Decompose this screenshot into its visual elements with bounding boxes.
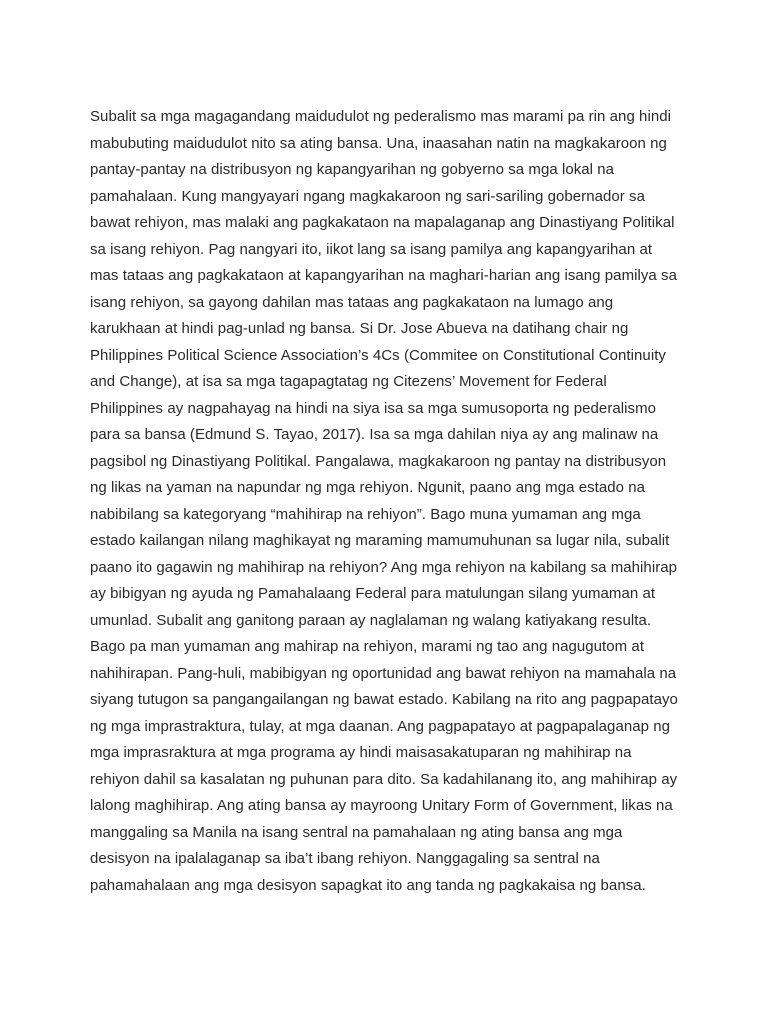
paragraph-line: nabibilang sa kategoryang “mahihirap na rehiyon”. Bago muna yumaman ang mga <box>90 505 641 523</box>
paragraph-line: karukhaan at hindi pag-unlad ng bansa. Si Dr. Jose Abueva na datihang chair ng <box>90 320 629 337</box>
paragraph-line: isang rehiyon, sa gayong dahilan mas tataas ang pagkakataon na lumago ang <box>90 293 614 311</box>
paragraph-line: para sa bansa (Edmund S. Tayao, 2017). Isa sa mga dahilan niya ay ang malinaw na <box>90 426 659 443</box>
paragraph-line: Subalit sa mga magagandang maidudulot ng pederalismo mas marami pa rin ang hindi <box>90 108 672 125</box>
paragraph-line: umunlad. Subalit ang ganitong paraan ay naglalaman ng walang katiyakang resulta. <box>90 611 652 629</box>
paragraph-line: Philippines Political Science Association’s 4Cs (Commitee on Constitutional Continuity <box>90 346 666 364</box>
paragraph-line: pahamahalaan ang mga desisyon sapagkat ito ang tanda ng pagkakaisa ng bansa. <box>90 876 646 894</box>
paragraph-line: rehiyon dahil sa kasalatan ng puhunan para dito. Sa kadahilanang ito, ang mahihirap ay <box>90 770 678 788</box>
paragraph-line: lalong maghihirap. Ang ating bansa ay mayroong Unitary Form of Government, likas na <box>90 797 673 814</box>
body-paragraph <box>90 104 710 899</box>
paragraph-line: Bago pa man yumaman ang mahirap na rehiyon, marami ng tao ang nagugutom at <box>90 638 645 655</box>
paragraph-line: and Change), at isa sa mga tagapagtatag ng Citezens’ Movement for Federal <box>90 373 607 390</box>
paragraph-line: pamahalaan. Kung mangyayari ngang magkakaroon ng sari-sariling gobernador sa <box>90 187 645 205</box>
paragraph-line: desisyon na ipalalaganap sa iba’t ibang rehiyon. Nanggagaling sa sentral na <box>90 850 600 867</box>
paragraph-line: paano ito gagawin ng mahihirap na rehiyon? Ang mga rehiyon na kabilang sa mahihirap <box>90 558 678 576</box>
paragraph-line: bawat rehiyon, mas malaki ang pagkakataon na mapalaganap ang Dinastiyang Politikal <box>90 214 675 231</box>
paragraph-line: ng likas na yaman na napundar ng mga rehiyon. Ngunit, paano ang mga estado na <box>90 479 646 496</box>
paragraph-line: mga imprasraktura at mga programa ay hindi maisasakatuparan ng mahihirap na <box>90 744 632 761</box>
paragraph-line: pantay-pantay na distribusyon ng kapangyarihan ng gobyerno sa mga lokal na <box>90 161 615 178</box>
paragraph-line: manggaling sa Manila na isang sentral na pamahalaan ng ating bansa ang mga <box>90 823 623 841</box>
paragraph-line: estado kailangan nilang maghikayat ng maraming mamumuhunan sa lugar nila, subalit <box>90 532 670 549</box>
paragraph-line: mabubuting maidudulot nito sa ating bansa. Una, inaasahan natin na magkakaroon ng <box>90 134 667 152</box>
paragraph-line: nahihirapan. Pang-huli, mabibigyan ng oportunidad ang bawat rehiyon na mamahala na <box>90 664 677 682</box>
paragraph-line: sa isang rehiyon. Pag nangyari ito, iikot lang sa isang pamilya ang kapangyarihan at <box>90 240 653 258</box>
paragraph-line: pagsibol ng Dinastiyang Politikal. Pangalawa, magkakaroon ng pantay na distribusyon <box>90 452 667 470</box>
paragraph-line: mas tataas ang pagkakataon at kapangyarihan na maghari-harian ang isang pamilya sa <box>90 267 677 284</box>
paragraph-line: siyang tutugon sa pangangailangan ng bawat estado. Kabilang na rito ang pagpapatayo <box>90 691 678 708</box>
paragraph-line: ng mga imprastraktura, tulay, at mga daanan. Ang pagpapatayo at pagpapalaganap ng <box>90 717 671 735</box>
paragraph-line: ay bibigyan ng ayuda ng Pamahalaang Federal para matulungan silang yumaman at <box>90 585 656 602</box>
paragraph-line: Philippines ay nagpahayag na hindi na siya isa sa mga sumusoporta ng pederalismo <box>90 399 657 417</box>
